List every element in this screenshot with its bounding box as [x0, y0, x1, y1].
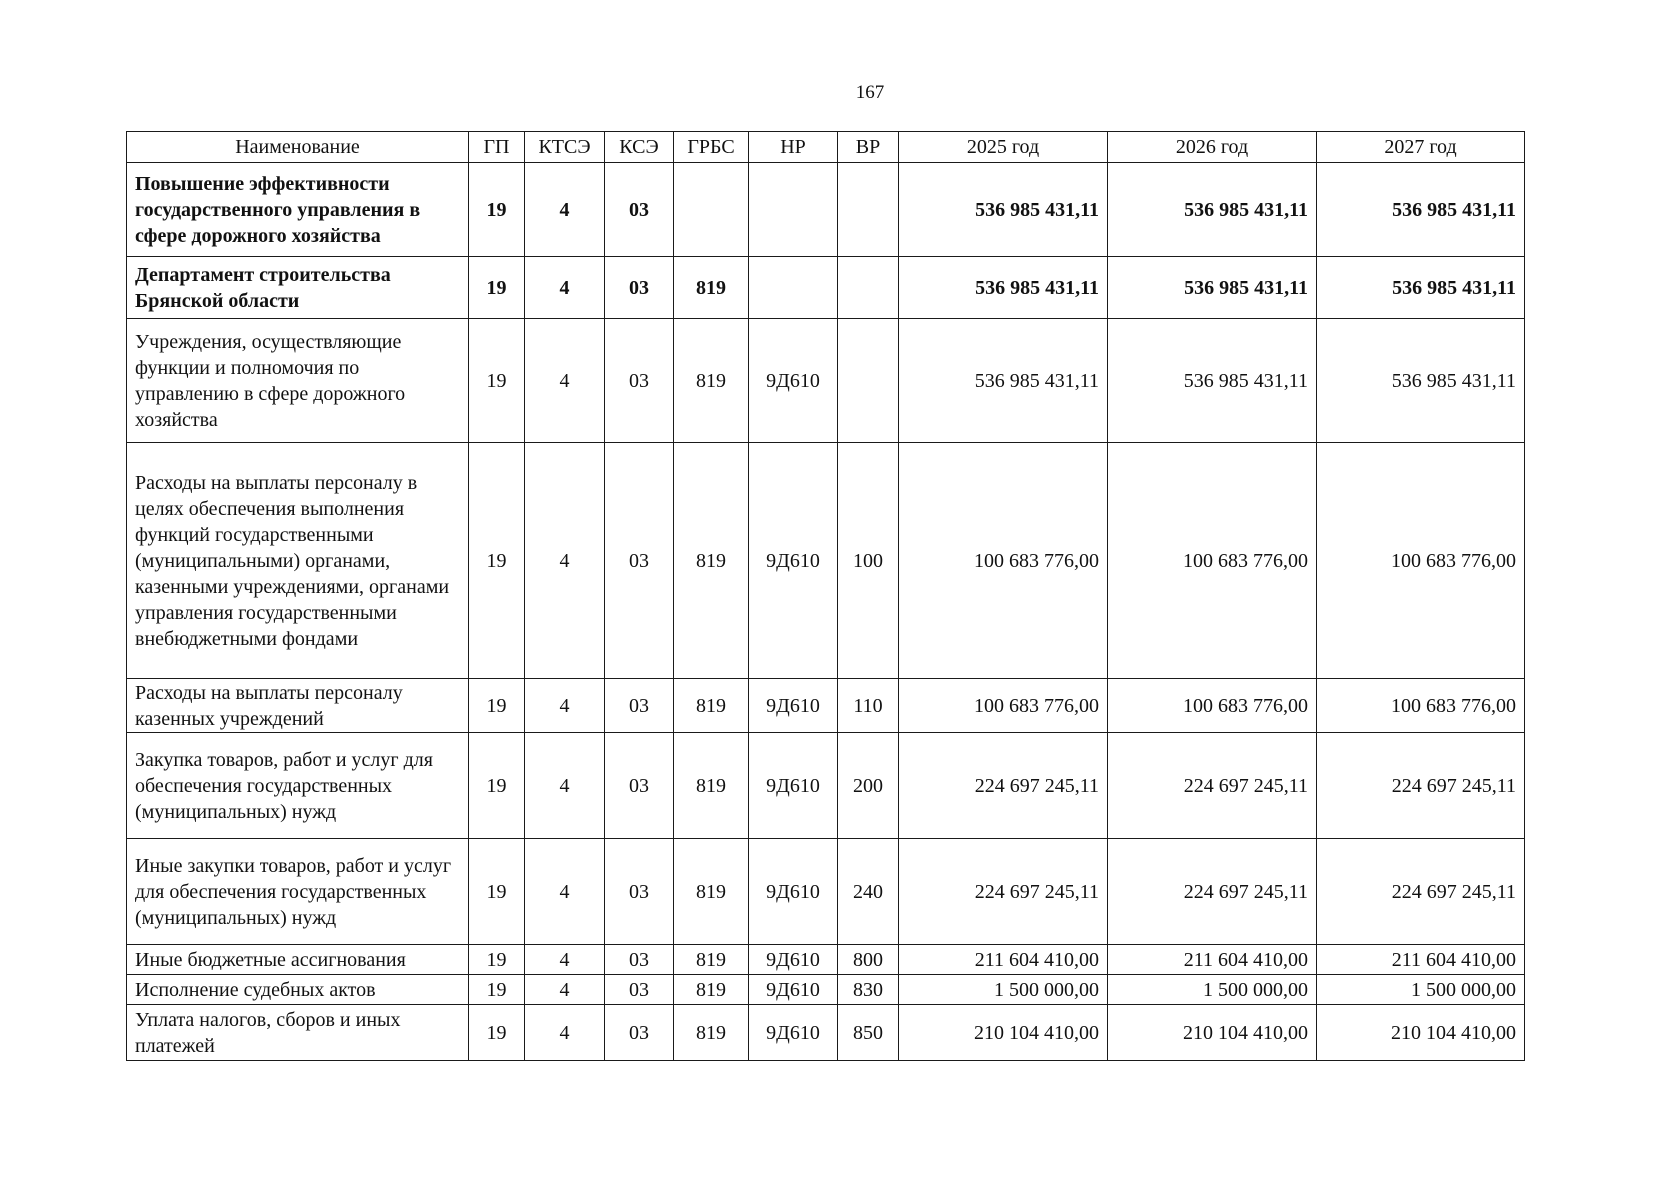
cell-grbs: 819: [674, 257, 749, 319]
cell-nr: 9Д610: [749, 945, 838, 975]
cell-kse: 03: [605, 679, 674, 733]
header-2026: 2026 год: [1108, 132, 1317, 163]
cell-2026: 1 500 000,00: [1108, 975, 1317, 1005]
cell-vr: [838, 257, 899, 319]
header-2025: 2025 год: [899, 132, 1108, 163]
cell-vr: 800: [838, 945, 899, 975]
cell-grbs: 819: [674, 975, 749, 1005]
cell-2025: 224 697 245,11: [899, 839, 1108, 945]
cell-grbs: 819: [674, 679, 749, 733]
cell-nr: 9Д610: [749, 733, 838, 839]
cell-2027: 100 683 776,00: [1317, 679, 1525, 733]
cell-2027: 224 697 245,11: [1317, 733, 1525, 839]
cell-2027: 211 604 410,00: [1317, 945, 1525, 975]
cell-name: Учреждения, осуществляющие функции и полномочия по управлению в сфере дорожного хозяйства: [127, 319, 469, 443]
header-gp: ГП: [469, 132, 525, 163]
cell-2026: 224 697 245,11: [1108, 733, 1317, 839]
cell-name: Повышение эффективности государственного управления в сфере дорожного хозяйства: [127, 163, 469, 257]
cell-2026: 211 604 410,00: [1108, 945, 1317, 975]
cell-kse: 03: [605, 257, 674, 319]
header-name: Наименование: [127, 132, 469, 163]
cell-name: Закупка товаров, работ и услуг для обеспечения государственных (муниципальных) нужд: [127, 733, 469, 839]
cell-gp: 19: [469, 945, 525, 975]
cell-grbs: 819: [674, 945, 749, 975]
cell-ktse: 4: [525, 945, 605, 975]
cell-ktse: 4: [525, 839, 605, 945]
cell-2025: 100 683 776,00: [899, 679, 1108, 733]
table-row: [127, 1005, 1525, 1061]
header-grbs: ГРБС: [674, 132, 749, 163]
cell-2025: 1 500 000,00: [899, 975, 1108, 1005]
cell-name: Иные закупки товаров, работ и услуг для обеспечения государственных (муниципальных) нужд: [127, 839, 469, 945]
header-row: [127, 132, 1525, 163]
cell-kse: 03: [605, 443, 674, 679]
cell-name: Департамент строительства Брянской области: [127, 257, 469, 319]
cell-gp: 19: [469, 679, 525, 733]
cell-vr: 240: [838, 839, 899, 945]
cell-2026: 210 104 410,00: [1108, 1005, 1317, 1061]
cell-ktse: 4: [525, 733, 605, 839]
cell-2027: 224 697 245,11: [1317, 839, 1525, 945]
table-row: [127, 839, 1525, 945]
header-nr: НР: [749, 132, 838, 163]
cell-grbs: 819: [674, 443, 749, 679]
table-row: [127, 319, 1525, 443]
header-kse: КСЭ: [605, 132, 674, 163]
cell-kse: 03: [605, 1005, 674, 1061]
cell-kse: 03: [605, 733, 674, 839]
cell-2027: 536 985 431,11: [1317, 163, 1525, 257]
cell-ktse: 4: [525, 975, 605, 1005]
cell-grbs: 819: [674, 1005, 749, 1061]
table-row: [127, 443, 1525, 679]
table-row: [127, 679, 1525, 733]
cell-2027: 1 500 000,00: [1317, 975, 1525, 1005]
cell-grbs: [674, 163, 749, 257]
cell-gp: 19: [469, 163, 525, 257]
cell-ktse: 4: [525, 679, 605, 733]
cell-2026: 536 985 431,11: [1108, 257, 1317, 319]
cell-ktse: 4: [525, 1005, 605, 1061]
cell-name: Расходы на выплаты персоналу казенных учреждений: [127, 679, 469, 733]
cell-vr: 850: [838, 1005, 899, 1061]
cell-nr: [749, 257, 838, 319]
table-row: [127, 733, 1525, 839]
cell-2025: 210 104 410,00: [899, 1005, 1108, 1061]
cell-name: Расходы на выплаты персоналу в целях обеспечения выполнения функций государственными (муниципальными) органами, казенными учреждениями, органами управления государственными внебюджетными фондами: [127, 443, 469, 679]
cell-gp: 19: [469, 975, 525, 1005]
cell-ktse: 4: [525, 319, 605, 443]
cell-2027: 210 104 410,00: [1317, 1005, 1525, 1061]
cell-ktse: 4: [525, 257, 605, 319]
cell-2026: 536 985 431,11: [1108, 163, 1317, 257]
table-row: [127, 257, 1525, 319]
cell-2025: 536 985 431,11: [899, 257, 1108, 319]
cell-2027: 536 985 431,11: [1317, 257, 1525, 319]
cell-2026: 224 697 245,11: [1108, 839, 1317, 945]
table-row: [127, 945, 1525, 975]
cell-2025: 536 985 431,11: [899, 319, 1108, 443]
cell-2025: 536 985 431,11: [899, 163, 1108, 257]
cell-2025: 224 697 245,11: [899, 733, 1108, 839]
cell-gp: 19: [469, 1005, 525, 1061]
cell-kse: 03: [605, 839, 674, 945]
cell-grbs: 819: [674, 319, 749, 443]
cell-2027: 100 683 776,00: [1317, 443, 1525, 679]
cell-2026: 100 683 776,00: [1108, 443, 1317, 679]
cell-vr: [838, 163, 899, 257]
page-number: 167: [855, 82, 885, 103]
cell-gp: 19: [469, 319, 525, 443]
cell-nr: 9Д610: [749, 1005, 838, 1061]
cell-nr: 9Д610: [749, 839, 838, 945]
cell-nr: [749, 163, 838, 257]
cell-vr: 830: [838, 975, 899, 1005]
cell-vr: [838, 319, 899, 443]
cell-vr: 100: [838, 443, 899, 679]
cell-gp: 19: [469, 839, 525, 945]
cell-vr: 110: [838, 679, 899, 733]
cell-gp: 19: [469, 443, 525, 679]
cell-grbs: 819: [674, 733, 749, 839]
cell-2025: 211 604 410,00: [899, 945, 1108, 975]
cell-nr: 9Д610: [749, 975, 838, 1005]
cell-ktse: 4: [525, 443, 605, 679]
header-ktse: КТСЭ: [525, 132, 605, 163]
cell-2026: 536 985 431,11: [1108, 319, 1317, 443]
cell-name: Уплата налогов, сборов и иных платежей: [127, 1005, 469, 1061]
cell-2026: 100 683 776,00: [1108, 679, 1317, 733]
cell-nr: 9Д610: [749, 319, 838, 443]
cell-gp: 19: [469, 257, 525, 319]
budget-table: [126, 131, 1525, 1061]
cell-grbs: 819: [674, 839, 749, 945]
cell-vr: 200: [838, 733, 899, 839]
cell-2027: 536 985 431,11: [1317, 319, 1525, 443]
cell-kse: 03: [605, 319, 674, 443]
header-vr: ВР: [838, 132, 899, 163]
table-row: [127, 163, 1525, 257]
cell-kse: 03: [605, 975, 674, 1005]
header-2027: 2027 год: [1317, 132, 1525, 163]
cell-gp: 19: [469, 733, 525, 839]
cell-2025: 100 683 776,00: [899, 443, 1108, 679]
cell-kse: 03: [605, 163, 674, 257]
cell-kse: 03: [605, 945, 674, 975]
cell-ktse: 4: [525, 163, 605, 257]
cell-nr: 9Д610: [749, 679, 838, 733]
cell-nr: 9Д610: [749, 443, 838, 679]
cell-name: Иные бюджетные ассигнования: [127, 945, 469, 975]
cell-name: Исполнение судебных актов: [127, 975, 469, 1005]
table-row: [127, 975, 1525, 1005]
